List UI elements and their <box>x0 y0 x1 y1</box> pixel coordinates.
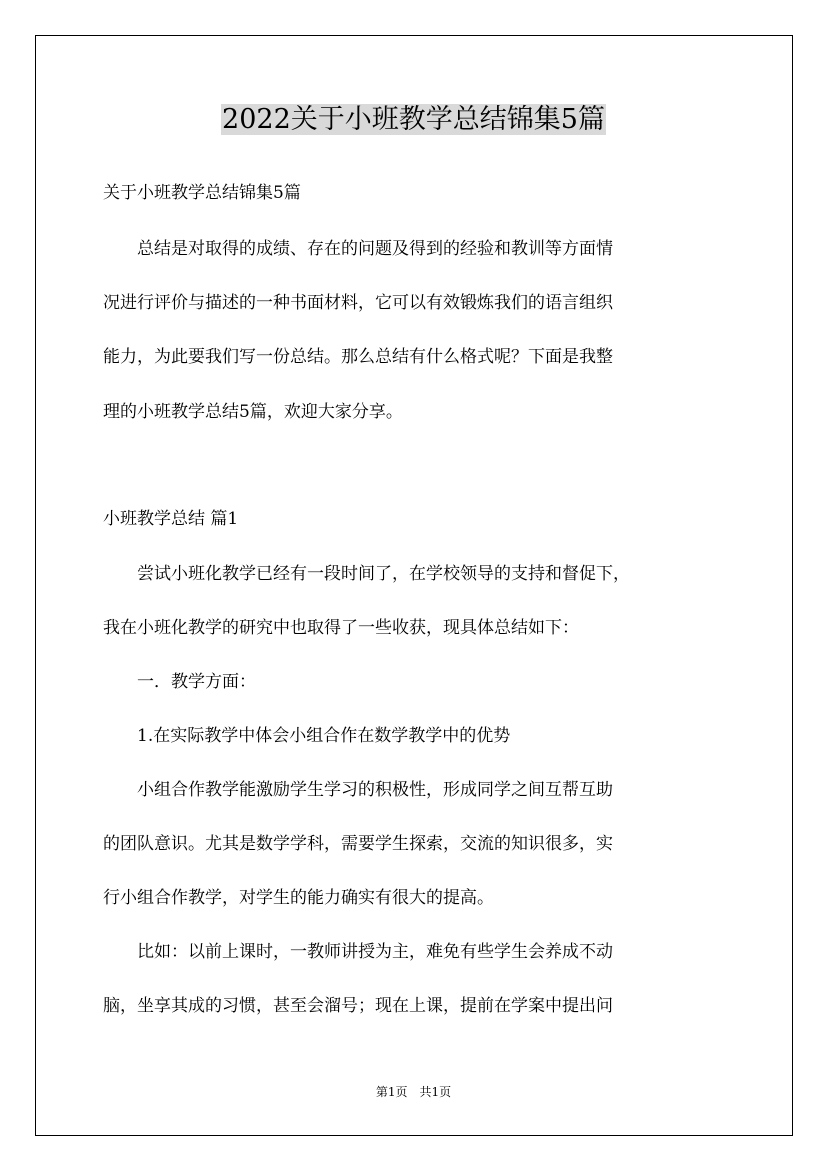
intro-line-3: 能力，为此要我们写一份总结。那么总结有什么格式呢？下面是我整 <box>103 347 613 367</box>
subsection-heading: 一．教学方面： <box>103 672 256 692</box>
body-line-2: 我在小班化教学的研究中也取得了一些收获，现具体总结如下： <box>103 618 579 638</box>
section-heading: 小班教学总结 篇1 <box>103 509 239 529</box>
intro-line-2: 况进行评价与描述的一种书面材料，它可以有效锻炼我们的语言组织 <box>103 293 613 313</box>
intro-line-1: 总结是对取得的成绩、存在的问题及得到的经验和教训等方面情 <box>103 239 613 259</box>
point-heading: 1.在实际教学中体会小组合作在数学教学中的优势 <box>103 726 511 746</box>
body-line-1: 尝试小班化教学已经有一段时间了，在学校领导的支持和督促下， <box>103 564 630 584</box>
body-line-7: 脑，坐享其成的习惯，甚至会溜号；现在上课，提前在学案中提出问 <box>103 996 613 1016</box>
body-line-4: 的团队意识。尤其是数学学科，需要学生探索，交流的知识很多，实 <box>103 834 613 854</box>
body-line-5: 行小组合作教学，对学生的能力确实有很大的提高。 <box>103 888 494 908</box>
body-line-3: 小组合作教学能激励学生学习的积极性，形成同学之间互帮互助 <box>103 780 613 800</box>
intro-line-4: 理的小班教学总结5篇，欢迎大家分享。 <box>103 402 403 422</box>
body-line-6: 比如：以前上课时，一教师讲授为主，难免有些学生会养成不动 <box>103 942 613 962</box>
intro-heading: 关于小班教学总结锦集5篇 <box>103 183 301 203</box>
page-footer: 第1页 共1页 <box>375 1085 452 1099</box>
document-title: 2022关于小班教学总结锦集5篇 <box>222 104 605 135</box>
